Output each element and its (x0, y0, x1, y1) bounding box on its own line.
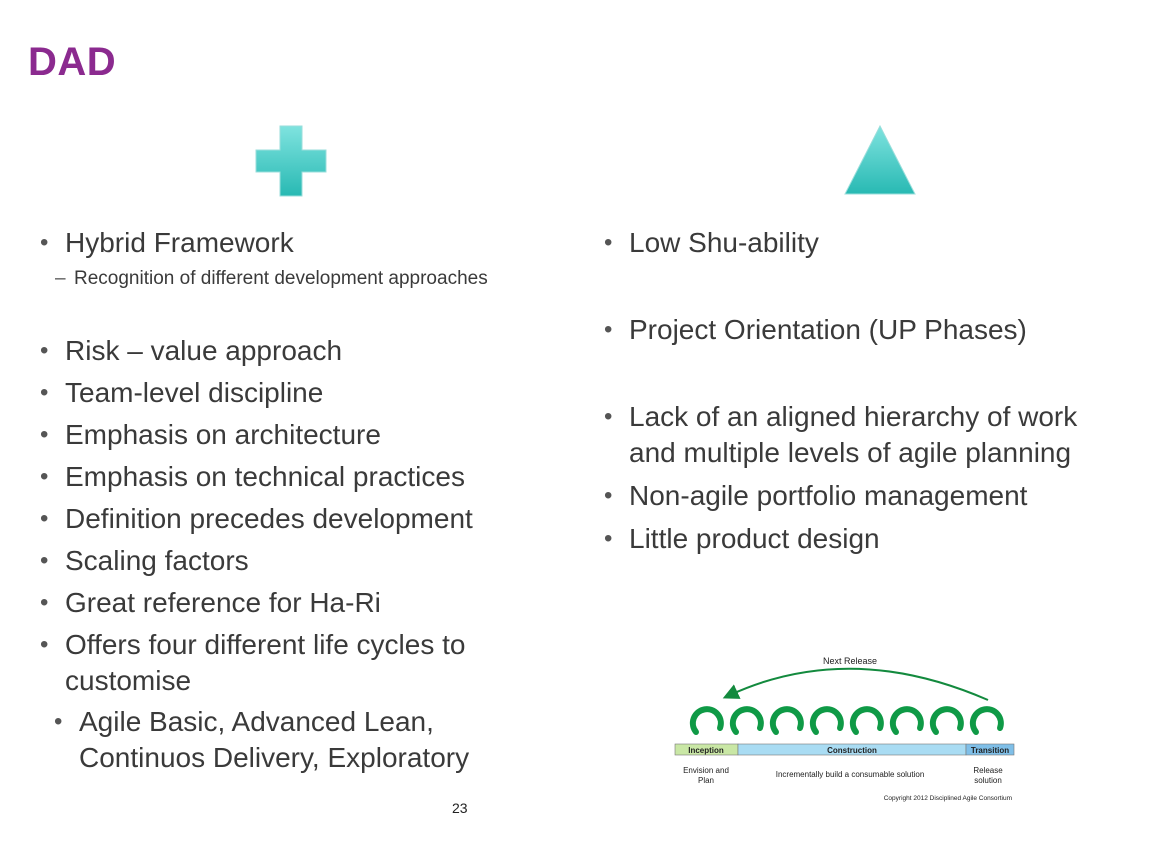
list-item: • Scaling factors (38, 543, 558, 579)
iteration-icons (693, 709, 1001, 732)
list-subitem: • Agile Basic, Advanced Lean, Continuos Delivery, Exploratory (52, 704, 535, 776)
list-item: • Great reference for Ha-Ri (38, 585, 558, 621)
phase-label: Envision and (683, 766, 729, 775)
phase-label: solution (974, 776, 1002, 785)
page-number: 23 (452, 800, 468, 816)
lifecycle-diagram (670, 650, 1020, 810)
cons-list (602, 225, 1122, 557)
list-item: • Hybrid Framework (38, 225, 558, 261)
triangle-icon (843, 124, 917, 198)
phase-construction: Construction (827, 746, 877, 755)
slide-title: DAD (28, 40, 117, 84)
list-item: • Offers four different life cycles to customise (38, 627, 535, 699)
list-item: • Emphasis on architecture (38, 417, 558, 453)
list-item: • Lack of an aligned hierarchy of work and multiple levels of agile planning (602, 399, 1099, 471)
list-item: • Non-agile portfolio management (602, 478, 1122, 514)
plus-icon (254, 124, 328, 198)
phase-label: Release (973, 766, 1003, 775)
list-item: • Project Orientation (UP Phases) (602, 312, 1122, 348)
list-item: • Risk – value approach (38, 333, 558, 369)
phase-inception: Inception (688, 746, 724, 755)
list-item: • Little product design (602, 521, 1122, 557)
list-item: • Low Shu-ability (602, 225, 1122, 261)
phase-transition: Transition (970, 746, 1010, 755)
list-item: • Team-level discipline (38, 375, 558, 411)
phase-label: Incrementally build a consumable solution (775, 770, 925, 779)
next-release-label: Next Release (822, 656, 878, 666)
list-item: • Definition precedes development (38, 501, 558, 537)
pros-list (38, 225, 558, 776)
phase-label: Plan (697, 776, 715, 785)
list-subitem: – Recognition of different development approaches (38, 267, 558, 291)
release-arrow (730, 669, 988, 700)
list-item: • Emphasis on technical practices (38, 459, 558, 495)
copyright-text: Copyright 2012 Disciplined Agile Consortium (883, 795, 1012, 802)
